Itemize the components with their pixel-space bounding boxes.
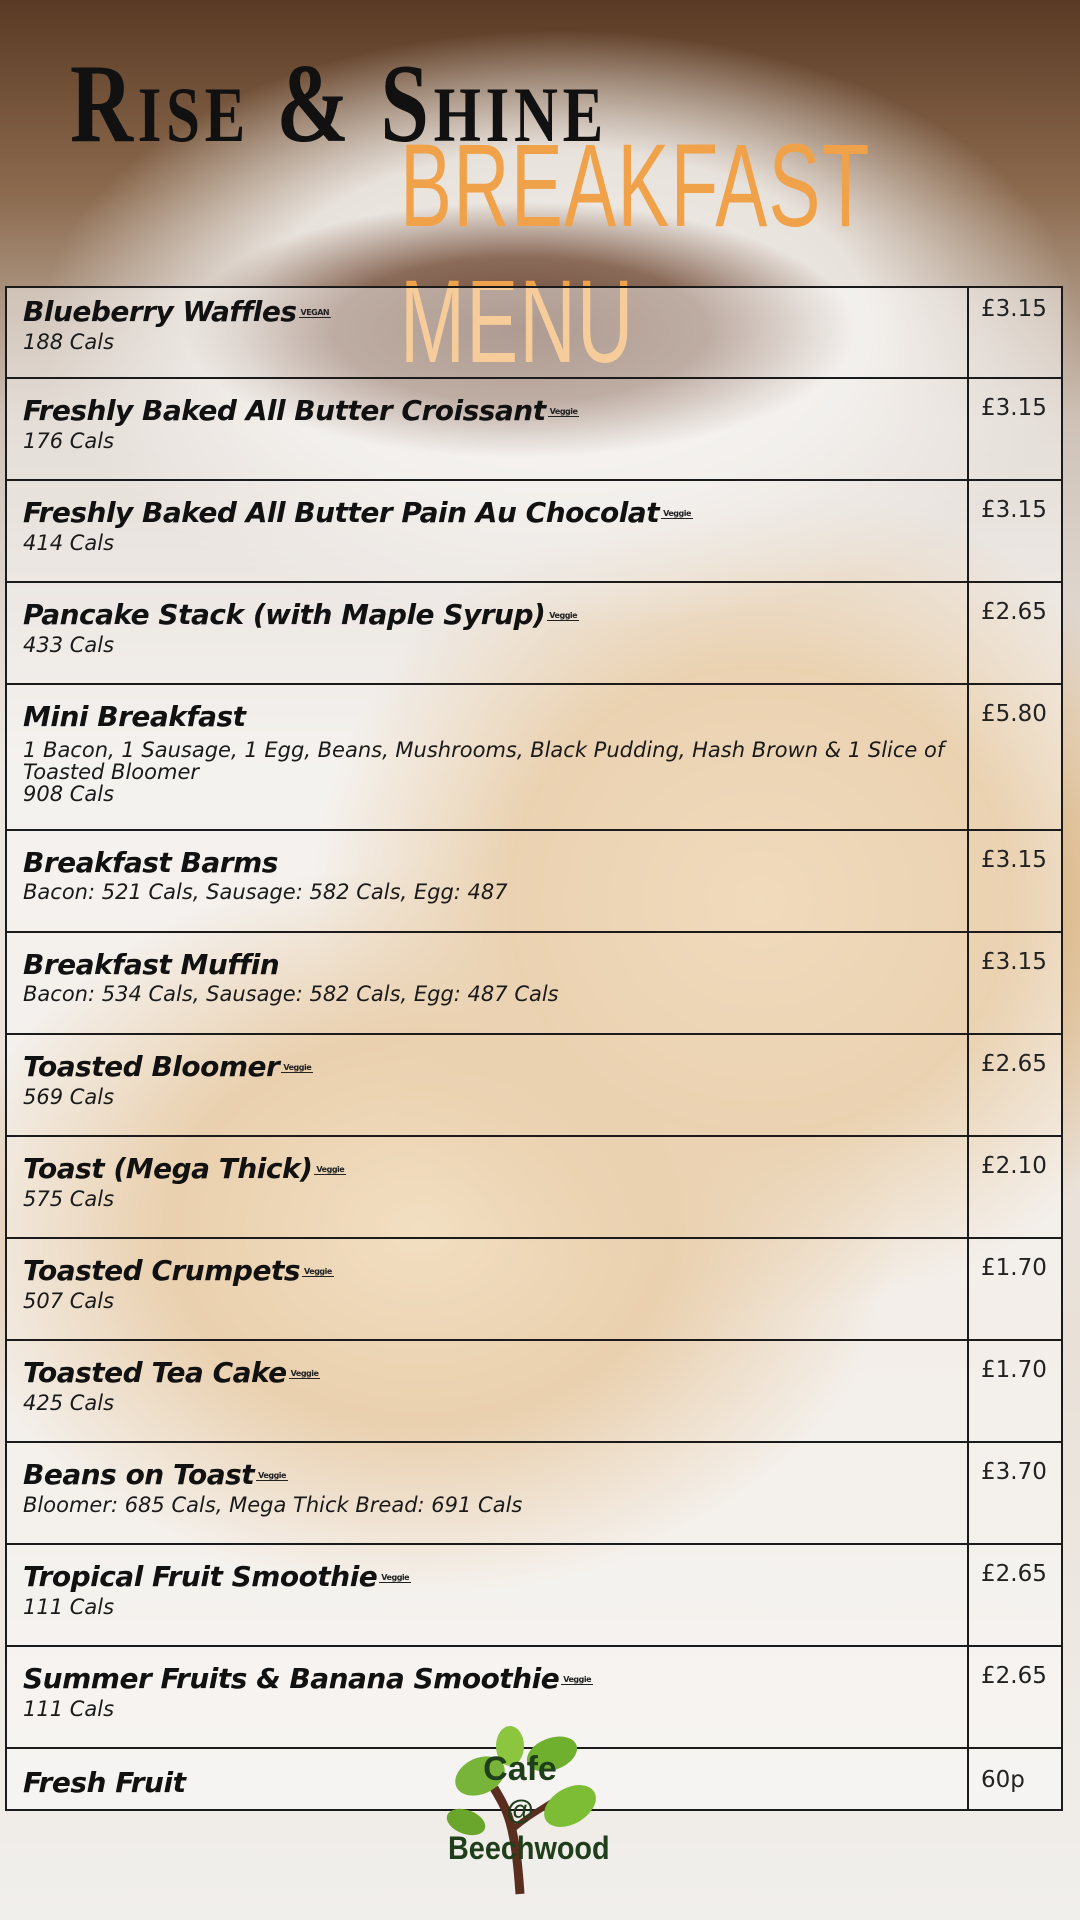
menu-row — [7, 481, 1061, 583]
veggie-tag: Veggie — [290, 1369, 319, 1378]
menu-row — [7, 685, 1061, 831]
item-name: Freshly Baked All Butter Croissant $^{Veggie}$ — [23, 394, 578, 427]
item-price: £2.65 — [981, 1051, 1047, 1077]
cafe-logo — [440, 1726, 610, 1896]
item-calories: Bacon: 521 Cals, Sausage: 582 Cals, Egg: 487 — [23, 880, 508, 904]
item-price: £3.15 — [981, 847, 1047, 873]
menu-row — [7, 1443, 1061, 1545]
veggie-tag: Veggie — [549, 611, 578, 620]
item-description: 1 Bacon, 1 Sausage, 1 Egg, Beans, Mushrooms, Black Pudding, Hash Brown & 1 Slice of Toasted Bloomer — [23, 738, 945, 784]
menu-row — [7, 933, 1061, 1035]
item-calories: Bloomer: 685 Cals, Mega Thick Bread: 691 Cals — [23, 1493, 523, 1517]
item-calories: 111 Cals — [23, 1595, 115, 1619]
logo-text-at: @ — [506, 1794, 534, 1825]
veggie-tag: Veggie — [549, 407, 578, 416]
item-calories: 507 Cals — [23, 1289, 115, 1313]
logo-text-beechwood: Beechwood — [448, 1830, 610, 1866]
menu-row — [7, 1137, 1061, 1239]
menu-row — [7, 831, 1061, 933]
menu-row — [7, 1035, 1061, 1137]
veggie-tag: Veggie — [304, 1267, 332, 1276]
menu-row — [7, 1239, 1061, 1341]
item-price: £3.15 — [981, 395, 1047, 421]
item-name: Freshly Baked All Butter Pain Au Chocolat $^{Veggie}$ — [23, 496, 691, 529]
menu-title-line1: Rise & Shine — [70, 42, 608, 166]
item-calories: 176 Cals — [23, 429, 115, 453]
veggie-tag: Veggie — [316, 1165, 345, 1174]
item-price: £2.65 — [981, 1561, 1047, 1587]
veggie-tag: Veggie — [283, 1063, 312, 1072]
item-name: Fresh Fruit — [23, 1766, 186, 1799]
item-name: Beans on Toast $^{Veggie}$ — [23, 1458, 286, 1491]
item-name: Toasted Tea Cake $^{Veggie}$ — [23, 1356, 319, 1389]
item-name: Breakfast Muffin — [23, 948, 280, 981]
item-price: 60p — [981, 1767, 1025, 1793]
item-price: £5.80 — [981, 701, 1047, 727]
item-price: £3.15 — [981, 296, 1047, 322]
item-price: £2.65 — [981, 599, 1047, 625]
item-name: Tropical Fruit Smoothie $^{Veggie}$ — [23, 1560, 410, 1593]
item-name: Breakfast Barms — [23, 846, 278, 879]
veggie-tag: Veggie — [381, 1573, 410, 1582]
menu-row — [7, 1341, 1061, 1443]
item-calories: 425 Cals — [23, 1391, 115, 1415]
vegan-tag: VEGAN — [300, 308, 330, 317]
item-price: £2.65 — [981, 1663, 1047, 1689]
menu-row — [7, 583, 1061, 685]
item-price: £1.70 — [981, 1255, 1047, 1281]
veggie-tag: Veggie — [663, 509, 691, 518]
item-name: Toasted Crumpets $^{Veggie}$ — [23, 1254, 332, 1287]
item-name: Summer Fruits & Banana Smoothie $^{Veggie}$ — [23, 1662, 592, 1695]
menu-row — [7, 379, 1061, 481]
item-calories: 575 Cals — [23, 1187, 115, 1211]
item-calories: 908 Cals — [23, 782, 115, 806]
menu-row — [7, 288, 1061, 379]
item-calories: 111 Cals — [23, 1697, 115, 1721]
veggie-tag: Veggie — [563, 1675, 592, 1684]
veggie-tag: Veggie — [258, 1471, 286, 1480]
menu-title-line2: BREAKFAST MENU — [400, 120, 870, 388]
item-price: £3.15 — [981, 949, 1047, 975]
item-calories: 188 Cals — [23, 330, 115, 354]
item-calories: Bacon: 534 Cals, Sausage: 582 Cals, Egg: 487 Cals — [23, 982, 559, 1006]
item-calories: 569 Cals — [23, 1085, 115, 1109]
item-price: £2.10 — [981, 1153, 1047, 1179]
item-name: Blueberry Waffles $^{VEGAN}$ — [23, 295, 330, 328]
menu-table — [5, 286, 1063, 1811]
item-price: £3.70 — [981, 1459, 1047, 1485]
item-price: £1.70 — [981, 1357, 1047, 1383]
logo-text-cafe: Cafe — [483, 1750, 557, 1788]
item-calories: 414 Cals — [23, 531, 115, 555]
item-calories: 433 Cals — [23, 633, 115, 657]
item-name: Pancake Stack (with Maple Syrup) $^{Veggie}$ — [23, 598, 578, 631]
item-name: Toast (Mega Thick) $^{Veggie}$ — [23, 1152, 345, 1185]
item-price: £3.15 — [981, 497, 1047, 523]
item-name: Mini Breakfast — [23, 700, 246, 733]
menu-row — [7, 1545, 1061, 1647]
item-name: Toasted Bloomer $^{Veggie}$ — [23, 1050, 312, 1083]
